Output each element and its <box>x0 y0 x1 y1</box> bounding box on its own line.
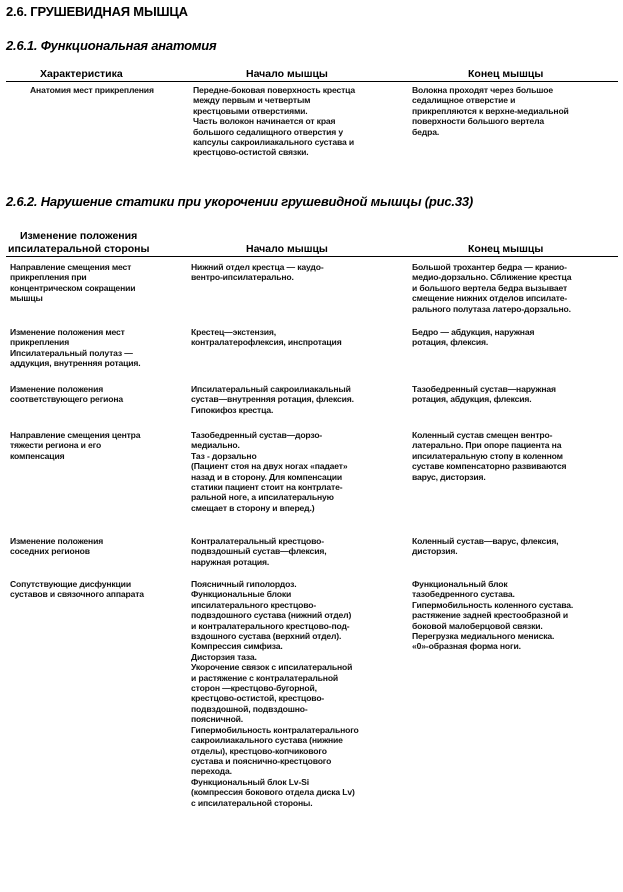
table2-origin-line: Контралатеральный крестцово- <box>191 536 324 546</box>
table2-insertion-cell <box>412 327 620 348</box>
table2-insertion-line: варус, дисторзия. <box>412 471 486 482</box>
table1-origin-line: капсулы сакроилиакального сустава и <box>193 137 355 148</box>
table1-insertion-line: поверхности большого вертела <box>412 116 545 127</box>
table2-origin-line: с ипсилатеральной стороны. <box>191 797 313 808</box>
table2-origin-line: Функциональные блоки <box>191 589 292 600</box>
table2-change-cell <box>10 430 188 461</box>
table2-change-line: соответствующего региона <box>10 394 124 405</box>
table2-origin-line: вентро-ипсилатерально. <box>191 272 294 283</box>
table2-insertion-line: ипсилатеральную стопу в коленном <box>412 450 563 461</box>
table1-origin-line: крестцовыми отверстиями. <box>193 105 308 116</box>
table2-insertion-line: латерально. При опоре пациента на <box>412 440 562 451</box>
table2-origin-line: (компрессия бокового отдела диска Lv) <box>191 787 355 798</box>
table2-change-line: Направление смещения мест <box>10 262 132 272</box>
table2-change-line: соседних регионов <box>10 546 90 557</box>
table2-origin-line: медиально. <box>191 440 240 451</box>
table2-change-line: прикрепления при <box>10 272 87 283</box>
table2-origin-line: наружная ротация. <box>191 556 270 567</box>
table2-origin-line: смещает в сторону и вперед.) <box>191 502 315 513</box>
table2-change-cell <box>10 536 188 557</box>
table2-change-line: мышцы <box>10 293 43 304</box>
table2-change-cell <box>10 327 188 369</box>
table2-origin-line: Поясничный гиполордоз. <box>191 579 297 589</box>
table2-origin-cell <box>191 327 406 348</box>
table2-origin-line: подвздошный сустав—флексия, <box>191 546 327 557</box>
table2-origin-line: назад и в сторону. Для компенсации <box>191 471 343 482</box>
table1-insertion-line: Волокна проходят через большое <box>412 85 553 95</box>
table2-header-origin: Начало мышцы <box>246 243 328 255</box>
table2-insertion-line: ротация, абдукция, флексия. <box>412 394 532 405</box>
table1-insertion-line: седалищное отверстие и <box>412 95 516 106</box>
table2-origin-cell <box>191 262 406 283</box>
table2-insertion-line: рального полутаза латеро-дорзально. <box>412 303 571 314</box>
subsection-title-anatomy: 2.6.1. Функциональная анатомия <box>6 38 217 53</box>
table2-origin-line: Таз - дорзально <box>191 450 257 461</box>
table2-change-line: Изменение положения <box>10 536 104 546</box>
table2-insertion-line: Функциональный блок <box>412 579 508 589</box>
table2-change-line: Ипсилатеральный полутаз — <box>10 347 133 358</box>
table2-origin-line: Компрессия симфиза. <box>191 641 283 652</box>
table2-origin-line: Крестец—экстензия, <box>191 327 276 337</box>
table2-origin-line: подвздошной, подвздошно- <box>191 703 308 714</box>
table2-origin-cell <box>191 430 406 513</box>
section-title: 2.6. ГРУШЕВИДНАЯ МЫШЦА <box>6 4 188 19</box>
table2-insertion-line: Коленный сустав—варус, флексия, <box>412 536 559 546</box>
table2-change-cell <box>10 579 188 600</box>
table2-change-line: Сопутствующие дисфункции <box>10 579 131 589</box>
table2-origin-cell <box>191 536 406 567</box>
table2-change-line: прикрепления <box>10 337 70 348</box>
table2-insertion-line: тазобедренного сустава. <box>412 589 515 600</box>
table2-origin-line: перехода. <box>191 766 232 777</box>
table2-origin-line: подвздошного сустава (нижний отдел) <box>191 610 352 621</box>
table1-header-insertion: Конец мышцы <box>468 68 544 80</box>
table2-insertion-line: Большой трохантер бедра — кранио- <box>412 262 567 272</box>
table2-insertion-line: ротация, флексия. <box>412 337 489 348</box>
table2-change-line: тяжести региона и его <box>10 440 102 451</box>
table2-insertion-line: «0»-образная форма ноги. <box>412 641 521 652</box>
table2-insertion-line: дисторзия. <box>412 546 458 557</box>
table2-insertion-line: растяжение задней крестообразной и <box>412 610 569 621</box>
table2-header-change-line1: Изменение положения <box>20 230 138 242</box>
table2-origin-line: Функциональный блок Lv-Si <box>191 776 309 787</box>
table2-insertion-line: Коленный сустав смещен вентро- <box>412 430 553 440</box>
table2-origin-line: вздошного сустава (верхний отдел). <box>191 631 342 642</box>
table2-origin-line: Ипсилатеральный сакроилиакальный <box>191 384 351 394</box>
table2-change-line: Изменение положения <box>10 384 104 394</box>
table2-change-cell <box>10 262 188 304</box>
table2-change-line: Изменение положения мест <box>10 327 125 337</box>
table2-origin-line: и растяжение с контралатеральной <box>191 672 339 683</box>
table1-origin-cell <box>193 85 408 158</box>
table2-insertion-line: суставе компенсаторно развиваются <box>412 461 567 472</box>
table2-insertion-cell <box>412 262 620 314</box>
table2-insertion-cell <box>412 384 620 405</box>
table2-insertion-cell <box>412 579 620 652</box>
table1-characteristic-cell: Анатомия мест прикрепления <box>30 85 154 95</box>
table2-origin-line: сустав—внутренняя ротация, флексия. <box>191 394 354 405</box>
table1-insertion-line: бедра. <box>412 126 440 137</box>
table2-origin-line: Гипермобильность контралатерального <box>191 724 359 735</box>
table2-insertion-line: боковой малоберцовой связки. <box>412 620 543 631</box>
table2-origin-cell <box>191 384 406 415</box>
table1-header-characteristic: Характеристика <box>40 68 123 80</box>
subsection-title-statics: 2.6.2. Нарушение статики при укорочении грушевидной мышцы (рис.33) <box>6 194 474 209</box>
table2-change-cell <box>10 384 188 405</box>
table2-header <box>0 230 623 258</box>
table2-origin-line: ипсилатерального крестцово- <box>191 599 317 610</box>
table2-origin-line: и контралатерального крестцово-под- <box>191 620 350 631</box>
table2-insertion-line: Гипермобильность коленного сустава. <box>412 599 574 610</box>
table2-origin-line: сакроилиакального сустава (нижние <box>191 735 343 746</box>
table2-origin-line: поясничной. <box>191 714 244 725</box>
table2-origin-line: Тазобедренный сустав—дорзо- <box>191 430 323 440</box>
table2-header-rule <box>6 256 618 257</box>
table2-insertion-line: Перегрузка медиального мениска. <box>412 631 555 642</box>
table2-insertion-line: Тазобедренный сустав—наружная <box>412 384 556 394</box>
table2-origin-line: сустава и пояснично-крестцового <box>191 755 332 766</box>
table1-origin-line: Передне-боковая поверхность крестца <box>193 85 356 95</box>
table2-origin-line: Гипокифоз крестца. <box>191 404 274 415</box>
table2-origin-line: контралатерофлексия, инспротация <box>191 337 342 348</box>
table2-insertion-line: смещение нижних отделов ипсилате- <box>412 293 568 304</box>
table1-origin-line: большого седалищного отверстия у <box>193 126 344 137</box>
table2-insertion-cell <box>412 430 620 482</box>
table1-origin-line: Часть волокон начинается от края <box>193 116 336 127</box>
table2-change-line: компенсация <box>10 450 65 461</box>
table1-origin-line: между первым и четвертым <box>193 95 311 106</box>
table2-insertion-line: Бедро — абдукция, наружная <box>412 327 535 337</box>
table2-change-line: Направление смещения центра <box>10 430 141 440</box>
table1-insertion-line: прикрепляются к верхне-медиальной <box>412 105 569 116</box>
table2-origin-line: Укорочение связок с ипсилатеральной <box>191 662 353 673</box>
table2-origin-cell <box>191 579 406 808</box>
table2-origin-line: отделы), крестцово-копчикового <box>191 745 327 756</box>
table2-origin-line: крестцово-остистой, крестцово- <box>191 693 325 704</box>
table2-origin-line: Дисторзия таза. <box>191 651 257 662</box>
table1-header-rule <box>6 81 618 82</box>
table1-origin-line: крестцово-остистой связки. <box>193 147 309 158</box>
table2-insertion-line: и большого вертела бедра вызывает <box>412 282 568 293</box>
table2-origin-line: сторон —крестцово-бугорной, <box>191 683 317 694</box>
table2-origin-line: Нижний отдел крестца — каудо- <box>191 262 324 272</box>
table2-insertion-line: медио-дорзально. Сближение крестца <box>412 272 572 283</box>
table2-origin-line: (Пациент стоя на двух ногах «падает» <box>191 461 348 472</box>
table2-origin-line: статики пациент стоит на контрлате- <box>191 482 343 493</box>
table2-header-insertion: Конец мышцы <box>468 243 544 255</box>
table2-change-line: аддукция, внутренняя ротация. <box>10 358 141 369</box>
table2-header-change-line2: ипсилатеральной стороны <box>8 243 150 255</box>
table2-change-line: суставов и связочного аппарата <box>10 589 144 600</box>
table2-change-line: концентрическом сокращении <box>10 282 136 293</box>
table2-insertion-cell <box>412 536 620 557</box>
table1-header <box>0 68 623 82</box>
table1-header-origin: Начало мышцы <box>246 68 328 80</box>
table2-origin-line: ральной ноге, а ипсилатеральную <box>191 492 334 503</box>
table1-insertion-cell <box>412 85 617 137</box>
